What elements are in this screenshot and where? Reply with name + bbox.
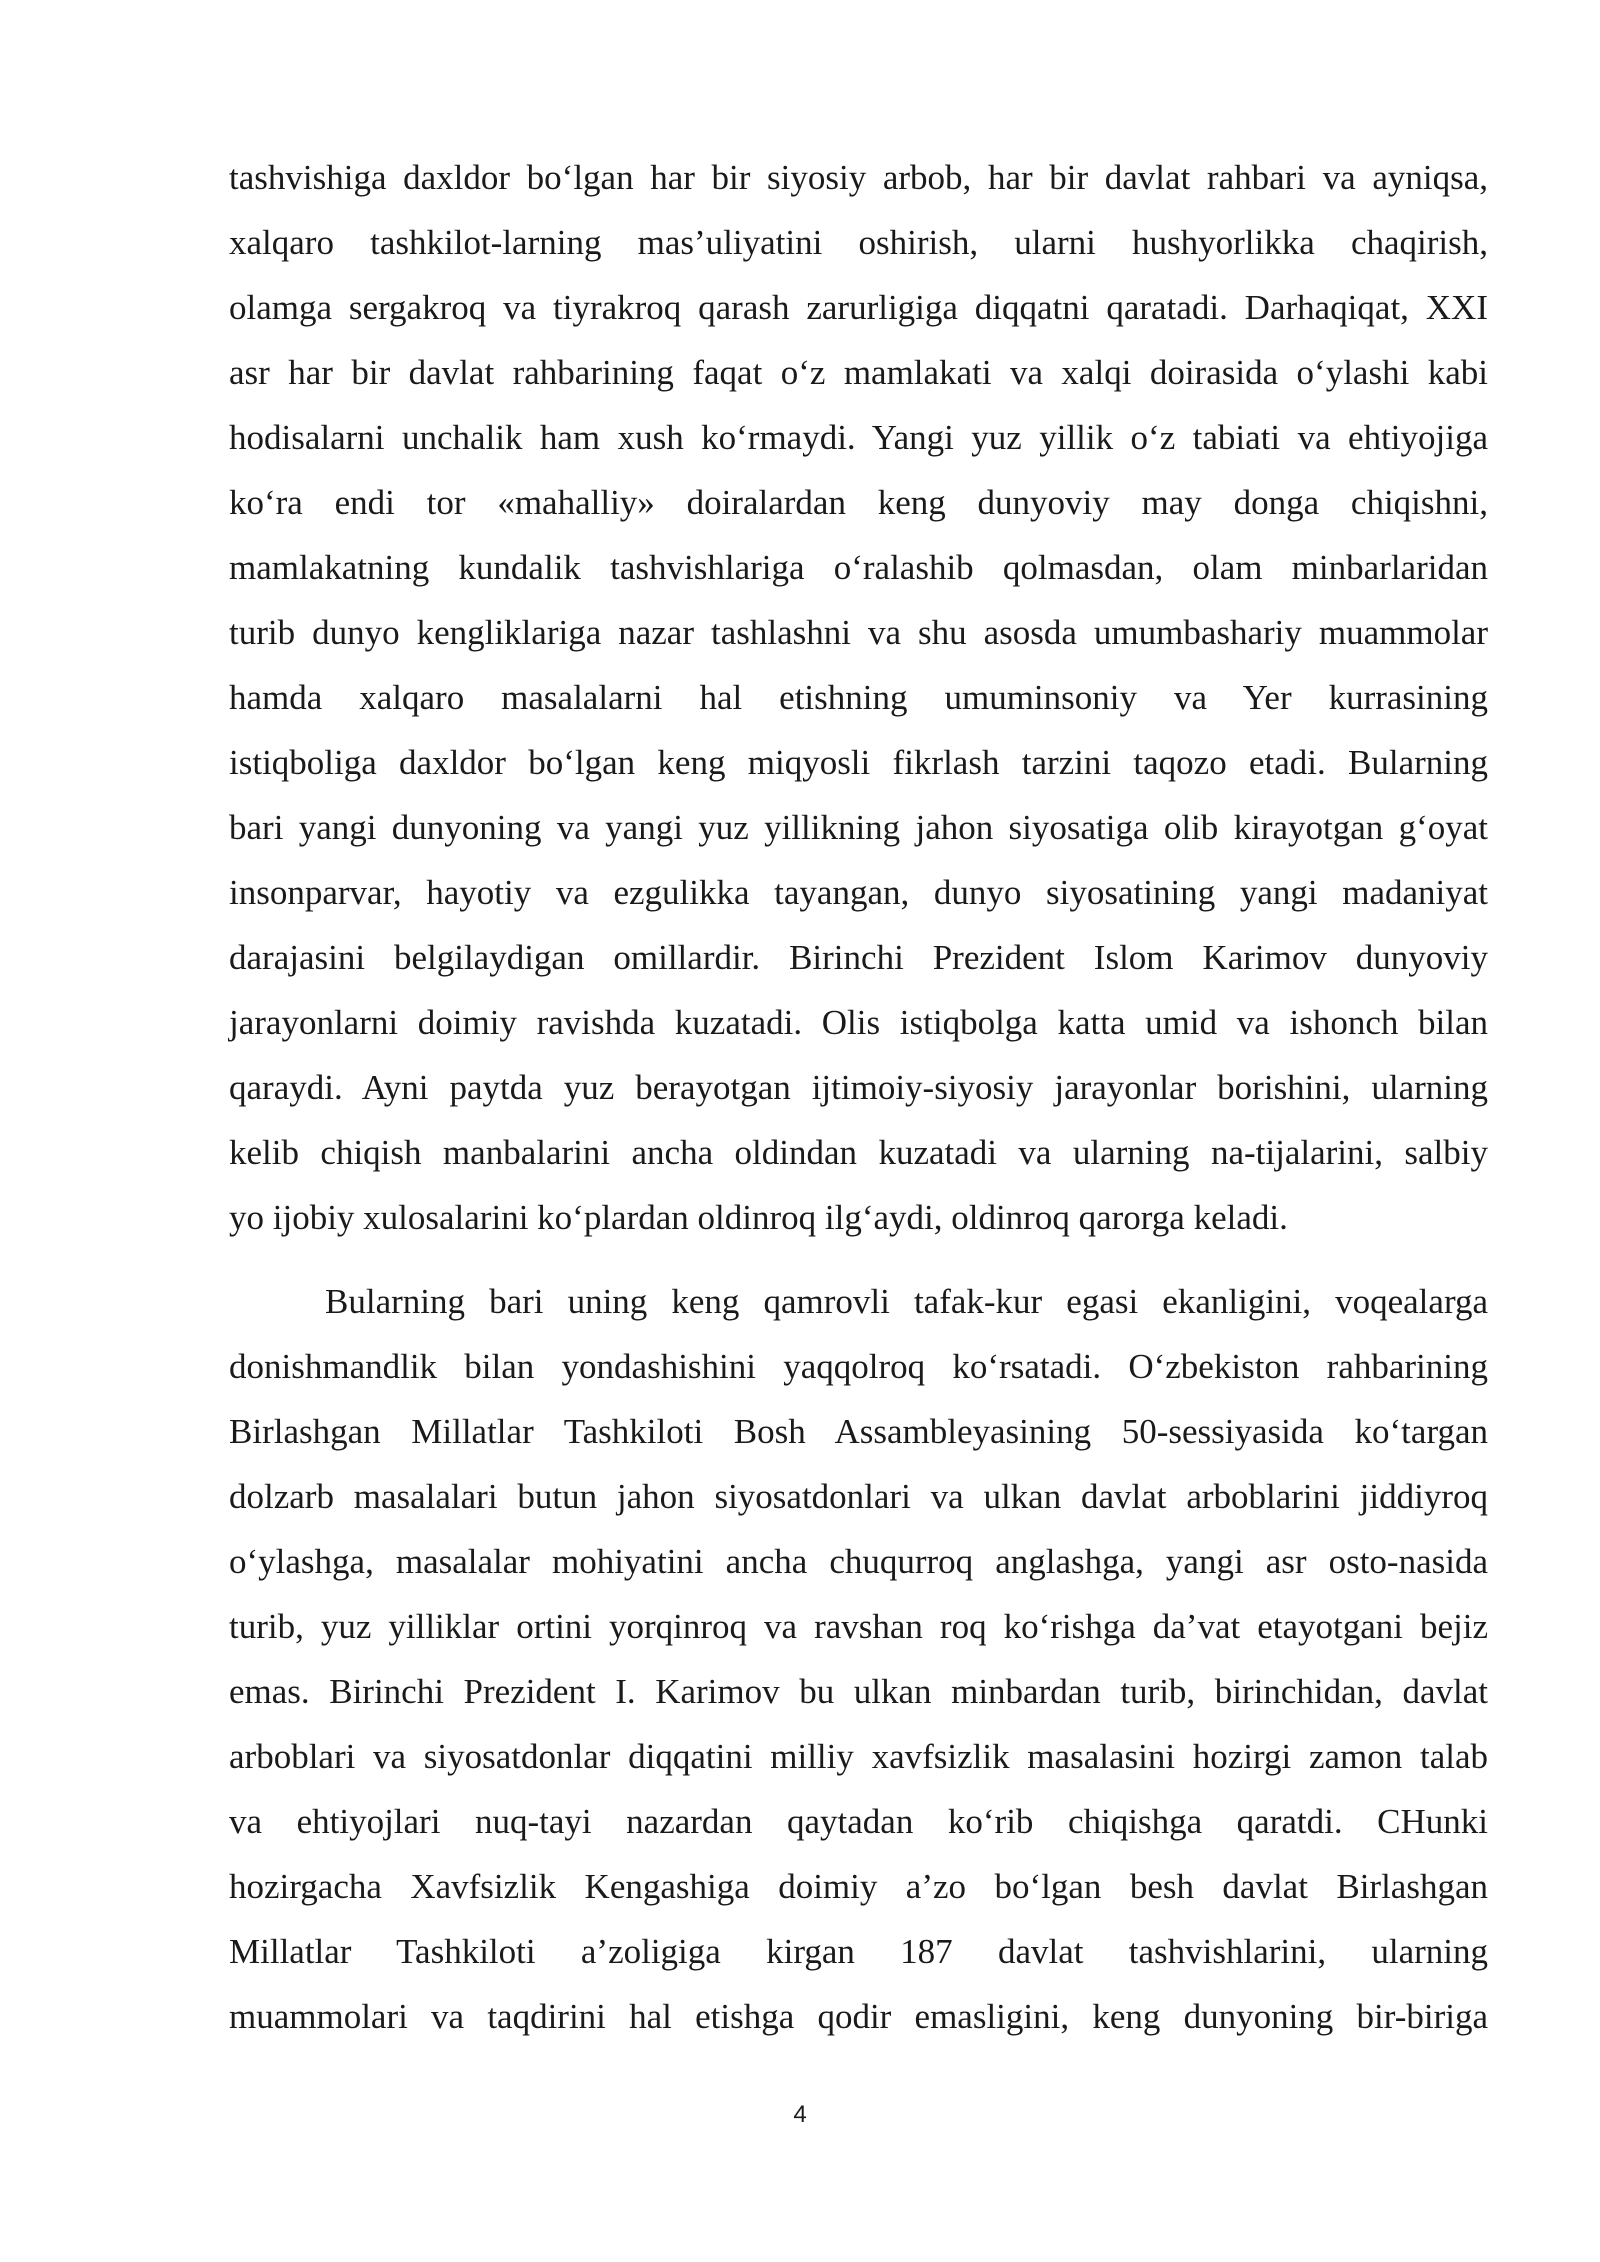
text-line: va ehtiyojlari nuq-tayi nazardan qaytadan ko‘rib chiqishga qaratdi. CHunki bbox=[229, 1802, 1488, 1841]
text-line: qaraydi. Ayni paytda yuz berayotgan ijtimoiy-siyosiy jarayonlar borishini, ularning bbox=[229, 1068, 1488, 1107]
paragraph-1 bbox=[229, 145, 1488, 1250]
text-line: yo ijobiy xulosalarini ko‘plardan oldinroq ilg‘aydi, oldinroq qarorga keladi. bbox=[229, 1198, 1288, 1237]
text-line: dolzarb masalalari butun jahon siyosatdonlari va ulkan davlat arboblarini jiddiyroq bbox=[229, 1477, 1488, 1516]
text-line: Bularning bari uning keng qamrovli tafak-kur egasi ekanligini, voqealarga bbox=[325, 1282, 1488, 1321]
text-line: xalqaro tashkilot-larning mas’uliyatini oshirish, ularni hushyorlikka chaqirish, bbox=[229, 223, 1488, 262]
text-line: hodisalarni unchalik ham xush ko‘rmaydi. Yangi yuz yillik o‘z tabiati va ehtiyojiga bbox=[229, 418, 1488, 457]
text-line: mamlakatning kundalik tashvishlariga o‘ralashib qolmasdan, olam minbarlaridan bbox=[229, 548, 1488, 587]
text-line: hozirgacha Xavfsizlik Kengashiga doimiy a’zo bo‘lgan besh davlat Birlashgan bbox=[229, 1867, 1488, 1906]
text-line: Millatlar Tashkiloti a’zoligiga kirgan 187 davlat tashvishlarini, ularning bbox=[229, 1932, 1488, 1971]
text-line: donishmandlik bilan yondashishini yaqqolroq ko‘rsatadi. O‘zbekiston rahbarining bbox=[229, 1347, 1488, 1386]
paragraph-2 bbox=[229, 1269, 1488, 2049]
text-line: kelib chiqish manbalarini ancha oldindan kuzatadi va ularning na-tijalarini, salbiy bbox=[229, 1133, 1488, 1172]
text-line: bari yangi dunyoning va yangi yuz yillikning jahon siyosatiga olib kirayotgan g‘oyat bbox=[229, 808, 1488, 847]
text-line: jarayonlarni doimiy ravishda kuzatadi. Olis istiqbolga katta umid va ishonch bilan bbox=[229, 1003, 1488, 1042]
text-line: Birlashgan Millatlar Tashkiloti Bosh Assambleyasining 50-sessiyasida ko‘targan bbox=[229, 1412, 1488, 1451]
text-line: tashvishiga daxldor bo‘lgan har bir siyosiy arbob, har bir davlat rahbari va ayniqsa, bbox=[229, 158, 1488, 197]
text-line: arboblari va siyosatdonlar diqqatini milliy xavfsizlik masalasini hozirgi zamon talab bbox=[229, 1737, 1488, 1776]
text-line: turib dunyo kengliklariga nazar tashlashni va shu asosda umumbashariy muammolar bbox=[229, 613, 1488, 652]
text-line: istiqboliga daxldor bo‘lgan keng miqyosli fikrlash tarzini taqozo etadi. Bularning bbox=[229, 743, 1488, 782]
page-number: 4 bbox=[793, 2101, 807, 2128]
text-line: hamda xalqaro masalalarni hal etishning umuminsoniy va Yer kurrasining bbox=[229, 678, 1488, 717]
text-line: darajasini belgilaydigan omillardir. Birinchi Prezident Islom Karimov dunyoviy bbox=[229, 938, 1488, 977]
text-line: insonparvar, hayotiy va ezgulikka tayangan, dunyo siyosatining yangi madaniyat bbox=[229, 873, 1488, 912]
text-line: o‘ylashga, masalalar mohiyatini ancha chuqurroq anglashga, yangi asr osto-nasida bbox=[229, 1542, 1488, 1581]
text-line: emas. Birinchi Prezident I. Karimov bu ulkan minbardan turib, birinchidan, davlat bbox=[229, 1672, 1488, 1711]
text-line: turib, yuz yilliklar ortini yorqinroq va ravshan roq ko‘rishga da’vat etayotgani bejiz bbox=[229, 1607, 1488, 1646]
text-line: muammolari va taqdirini hal etishga qodir emasligini, keng dunyoning bir-biriga bbox=[229, 1997, 1488, 2036]
text-line: asr har bir davlat rahbarining faqat o‘z mamlakati va xalqi doirasida o‘ylashi kabi bbox=[229, 353, 1488, 392]
text-line: ko‘ra endi tor «mahalliy» doiralardan keng dunyoviy may donga chiqishni, bbox=[229, 483, 1488, 522]
text-line: olamga sergakroq va tiyrakroq qarash zarurligiga diqqatni qaratadi. Darhaqiqat, XXI bbox=[229, 288, 1488, 327]
